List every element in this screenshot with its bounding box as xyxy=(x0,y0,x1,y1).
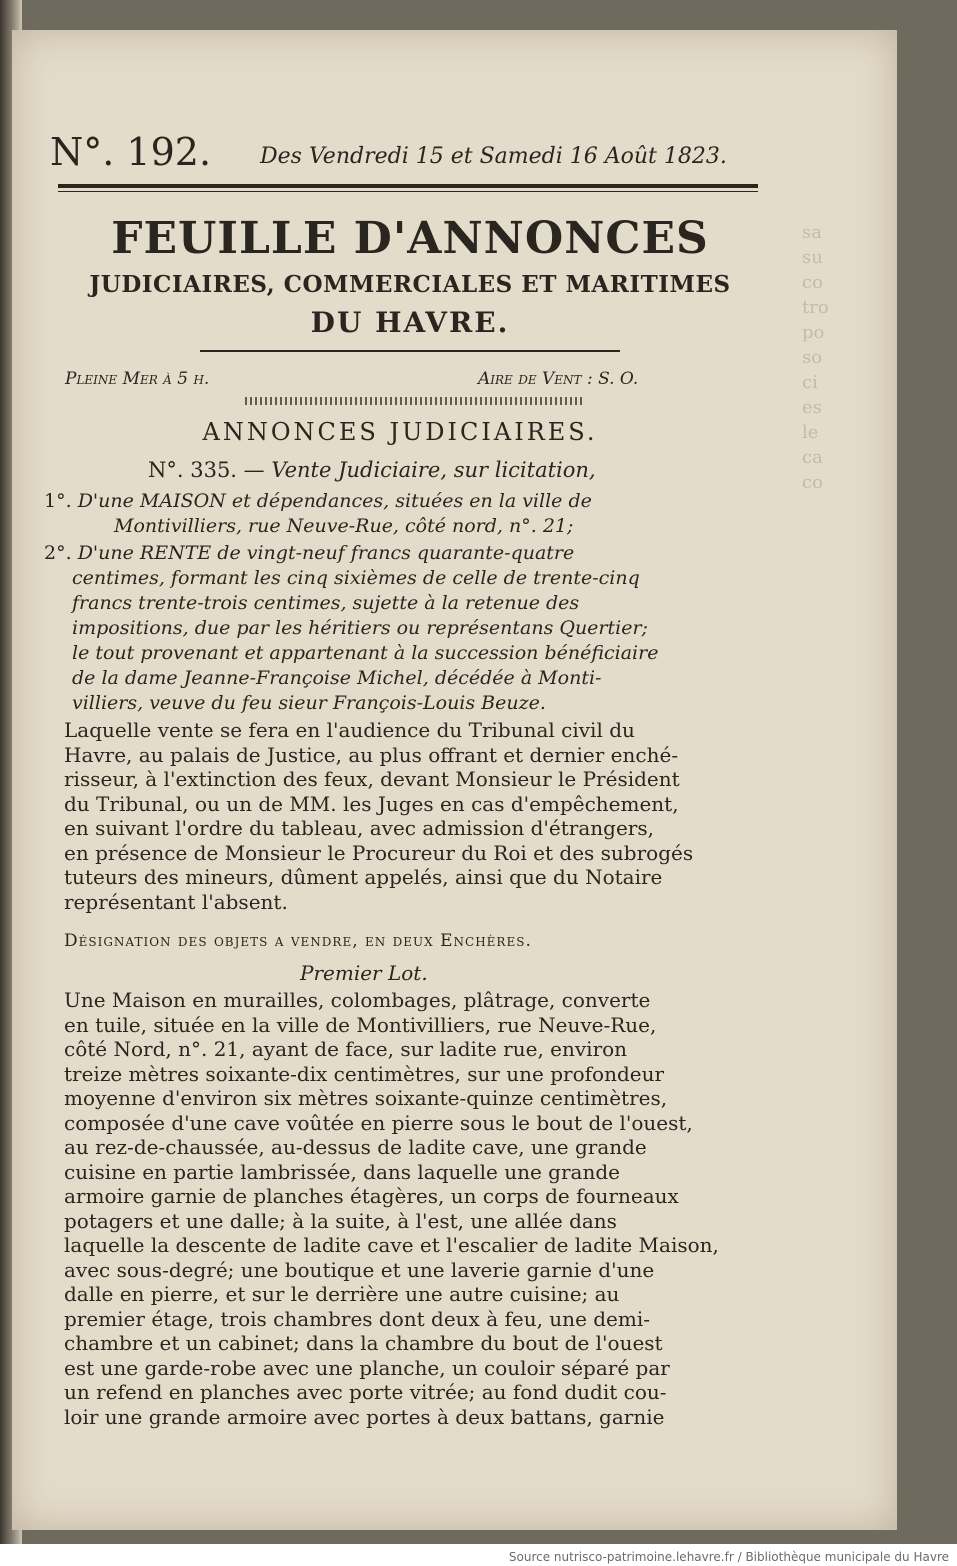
premier-lot-heading: Premier Lot. xyxy=(300,961,428,985)
item-line: D'une RENTE de vingt-neuf francs quarante-quatre xyxy=(77,542,575,564)
text-line: treize mètres soixante-dix centimètres, sur une profondeur xyxy=(64,1061,665,1086)
issue-number: N°. 192. xyxy=(50,130,212,174)
list-item xyxy=(44,541,774,716)
item-line: Montivilliers, rue Neuve-Rue, côté nord, n°. 21; xyxy=(114,515,574,537)
text-line: potagers et une dalle; à la suite, à l'est, une allée dans xyxy=(64,1208,617,1233)
text-line: loir une grande armoire avec portes à deux battans, garnie xyxy=(64,1404,665,1429)
paragraph-property-description xyxy=(64,988,764,1429)
text-line: en suivant l'ordre du tableau, avec admission d'étrangers, xyxy=(64,816,654,840)
designation-heading: Désignation des objets a vendre, en deux Enchères. xyxy=(64,931,532,951)
item-line: villiers, veuve du feu sieur François-Louis Beuze. xyxy=(72,692,546,714)
text-line: composée d'une cave voûtée en pierre sous le bout de l'ouest, xyxy=(64,1110,693,1135)
text-line: premier étage, trois chambres dont deux à feu, une demi- xyxy=(64,1306,651,1331)
text-line: un refend en planches avec porte vitrée; au fond dudit cou- xyxy=(64,1380,667,1404)
ornamental-divider xyxy=(245,397,585,405)
tide-info: Pleine Mer à 5 h. xyxy=(65,369,210,389)
newspaper-subtitle: JUDICIAIRES, COMMERCIALES ET MARITIMES xyxy=(89,271,731,298)
title-rule xyxy=(200,350,620,352)
paragraph-sale-terms xyxy=(64,718,764,914)
item-line: impositions, due par les héritiers ou représentans Quertier; xyxy=(72,617,648,639)
masthead-top-line xyxy=(50,130,770,174)
source-credit[interactable]: Source nutrisco-patrimoine.lehavre.fr / Bibliothèque municipale du Havre xyxy=(508,1550,949,1564)
item-line: le tout provenant et appartenant à la succession bénéficiaire xyxy=(72,642,659,664)
item-line: centimes, formant les cinq sixièmes de celle de trente-cinq xyxy=(72,567,640,589)
text-line: Une Maison en murailles, colombages, plâtrage, converte xyxy=(64,988,651,1012)
newspaper-title: FEUILLE D'ANNONCES xyxy=(111,213,709,264)
text-line: du Tribunal, ou un de MM. les Juges en cas d'empêchement, xyxy=(64,791,679,816)
list-item xyxy=(44,489,774,539)
item-line: francs trente-trois centimes, sujette à la retenue des xyxy=(72,592,580,614)
text-line: au rez-de-chaussée, au-dessus de ladite cave, une grande xyxy=(64,1135,647,1159)
text-line: risseur, à l'extinction des feux, devant Monsieur le Président xyxy=(64,767,680,791)
text-line: chambre et un cabinet; dans la chambre du bout de l'ouest xyxy=(64,1331,663,1355)
item-label: 2°. xyxy=(44,542,72,564)
newspaper-city: DU HAVRE. xyxy=(310,306,510,339)
text-line: laquelle la descente de ladite cave et l'escalier de ladite Maison, xyxy=(64,1233,719,1257)
masthead-rule-thin xyxy=(58,191,758,192)
text-line: représentant l'absent. xyxy=(64,889,288,914)
item-line: de la dame Jeanne-Françoise Michel, décédée à Monti- xyxy=(72,667,602,689)
section-title: ANNONCES JUDICIAIRES. xyxy=(202,418,598,446)
wind-info: Aire de Vent : S. O. xyxy=(478,369,639,389)
lot-type: — Vente Judiciaire, sur licitation, xyxy=(243,458,596,482)
text-line: armoire garnie de planches étagères, un corps de fourneaux xyxy=(64,1184,679,1208)
item-label: 1°. xyxy=(44,490,72,512)
text-line: Laquelle vente se fera en l'audience du Tribunal civil du xyxy=(64,718,635,742)
text-line: dalle en pierre, et sur le derrière une autre cuisine; au xyxy=(64,1282,620,1306)
text-line: en présence de Monsieur le Procureur du Roi et des subrogés xyxy=(64,840,694,865)
item-line: D'une MAISON et dépendances, situées en la ville de xyxy=(77,490,592,512)
text-line: en tuile, située en la ville de Montivilliers, rue Neuve-Rue, xyxy=(64,1012,657,1037)
text-line: cuisine en partie lambrissée, dans laquelle une grande xyxy=(64,1159,620,1184)
text-line: est une garde-robe avec une planche, un couloir séparé par xyxy=(64,1355,670,1380)
text-line: avec sous-degré; une boutique et une laverie garnie d'une xyxy=(64,1257,655,1282)
text-line: tuteurs des mineurs, dûment appelés, ainsi que du Notaire xyxy=(64,865,663,889)
lot-heading xyxy=(148,458,596,482)
text-line: Havre, au palais de Justice, au plus offrant et dernier enché- xyxy=(64,742,679,767)
masthead-rule-thick xyxy=(58,184,758,188)
issue-dates: Des Vendredi 15 et Samedi 16 Août 1823. xyxy=(260,144,727,169)
lot-number: N°. 335. xyxy=(148,458,237,482)
text-line: côté Nord, n°. 21, ayant de face, sur ladite rue, environ xyxy=(64,1037,628,1061)
bleed-through-text: sa su co tro po so ci es le ca co xyxy=(802,222,829,493)
text-line: moyenne d'environ six mètres soixante-quinze centimètres, xyxy=(64,1086,668,1110)
